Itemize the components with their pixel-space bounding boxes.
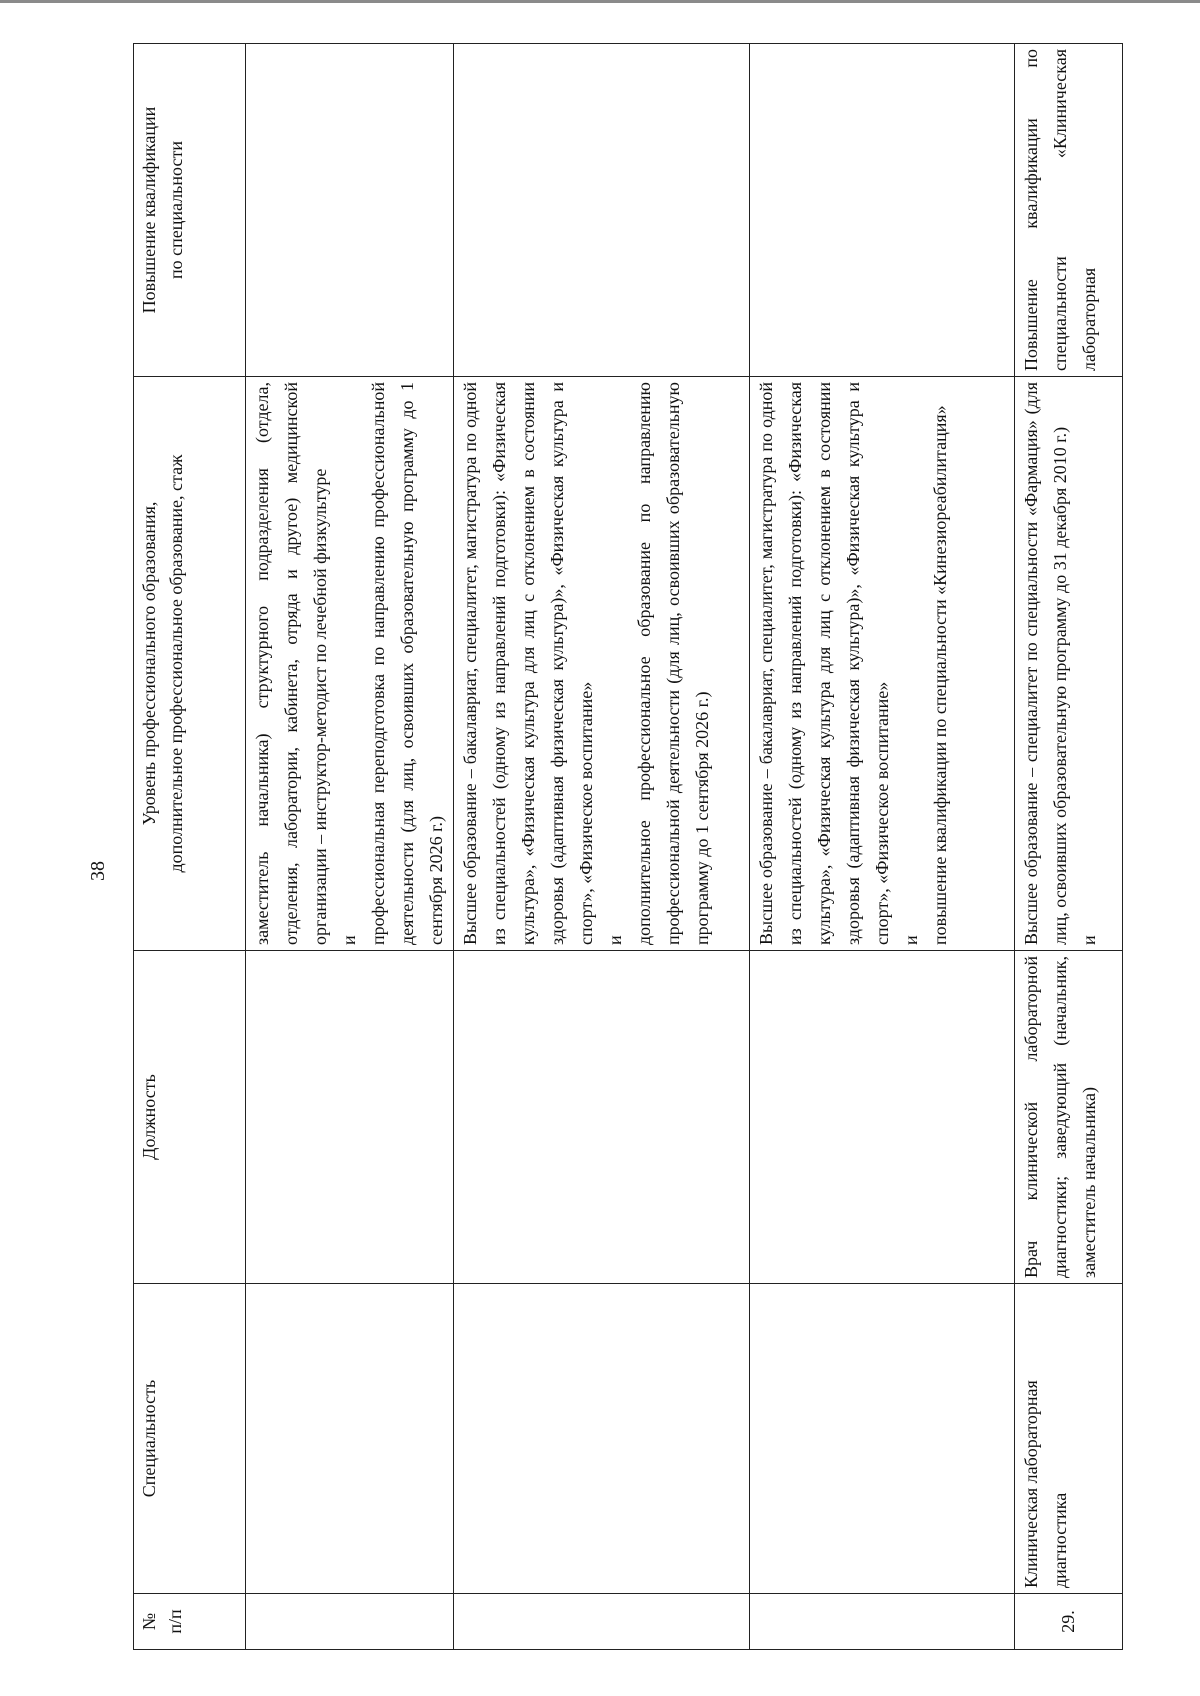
cell-specialty — [454, 1284, 750, 1594]
header-number: № п/п — [134, 1594, 246, 1650]
education-text: Высшее образование – бакалавриат, специалитет, магистратура по одной из специальностей (одному из направлений подготовки): «Физическая культура», «Физическая культура для лиц с отклонением в состоянии здоровья (адаптивная физическая культура)», «Физическая культура и спорт», «Физическое воспитание» — [756, 382, 892, 945]
header-qualification: Повышение квалификации по специальности — [134, 44, 246, 377]
cell-number — [246, 1594, 454, 1650]
header-education: Уровень профессионального образования, дополнительное профессиональное образование, стаж — [134, 377, 246, 951]
education-text: дополнительное профессиональное образование по направлению профессиональной деятельности (для лиц, освоивших образовательную программу до 1 сентября 2026 г.) — [634, 382, 712, 945]
cell-position — [750, 951, 1015, 1284]
top-edge-line — [0, 0, 1200, 3]
table-row — [454, 44, 750, 1650]
cell-position — [246, 951, 454, 1284]
cell-specialty — [246, 1284, 454, 1594]
header-position: Должность — [134, 951, 246, 1284]
education-text: заместитель начальника) структурного подразделения (отдела, отделения, лаборатории, кабинета, отряда и другое) медицинской организации – инструктор-методист по лечебной физкультуре — [252, 382, 330, 945]
cell-number: 29. — [1015, 1594, 1123, 1650]
table-header-row — [134, 44, 246, 1650]
cell-number — [454, 1594, 750, 1650]
qualification-table — [133, 43, 1123, 1650]
education-text: Высшее образование – специалитет по специальности «Фармация» (для лиц, освоивших образовательную программу до 31 декабря 2010 г.) — [1021, 382, 1070, 945]
cell-qualification — [454, 44, 750, 377]
cell-qualification — [750, 44, 1015, 377]
rotated-page-content — [133, 44, 1099, 1650]
cell-position: Врач клинической лабораторной диагностики; заведующий (начальник, заместитель начальника) — [1015, 951, 1123, 1284]
education-conjunction: и — [901, 935, 921, 945]
education-text: профессиональная переподготовка по направлению профессиональной деятельности (для лиц, освоивших образовательную программу до 1 сентября 2026 г.) — [368, 382, 446, 945]
cell-education — [1015, 377, 1123, 951]
cell-qualification: Повышение квалификации по специальности «Клиническая лабораторная — [1015, 44, 1123, 377]
education-text: Высшее образование – бакалавриат, специалитет, магистратура по одной из специальностей (одному из направлений подготовки): «Физическая культура», «Физическая культура для лиц с отклонением в состоянии здоровья (адаптивная физическая культура)», «Физическая культура и спорт», «Физическое воспитание» — [460, 382, 596, 945]
cell-education — [246, 377, 454, 951]
education-conjunction: и — [605, 935, 625, 945]
cell-education — [750, 377, 1015, 951]
cell-number — [750, 1594, 1015, 1650]
table-row — [750, 44, 1015, 1650]
table-row — [1015, 44, 1123, 1650]
education-conjunction: и — [339, 935, 359, 945]
cell-specialty — [750, 1284, 1015, 1594]
cell-education — [454, 377, 750, 951]
page-number: 38 — [87, 861, 109, 881]
education-text: повышение квалификации по специальности «Кинезиореабилитация» — [930, 405, 950, 945]
cell-qualification — [246, 44, 454, 377]
header-specialty: Специальность — [134, 1284, 246, 1594]
table-row — [246, 44, 454, 1650]
education-conjunction: и — [1079, 935, 1099, 945]
cell-specialty: Клиническая лабораторная диагностика — [1015, 1284, 1123, 1594]
cell-position — [454, 951, 750, 1284]
